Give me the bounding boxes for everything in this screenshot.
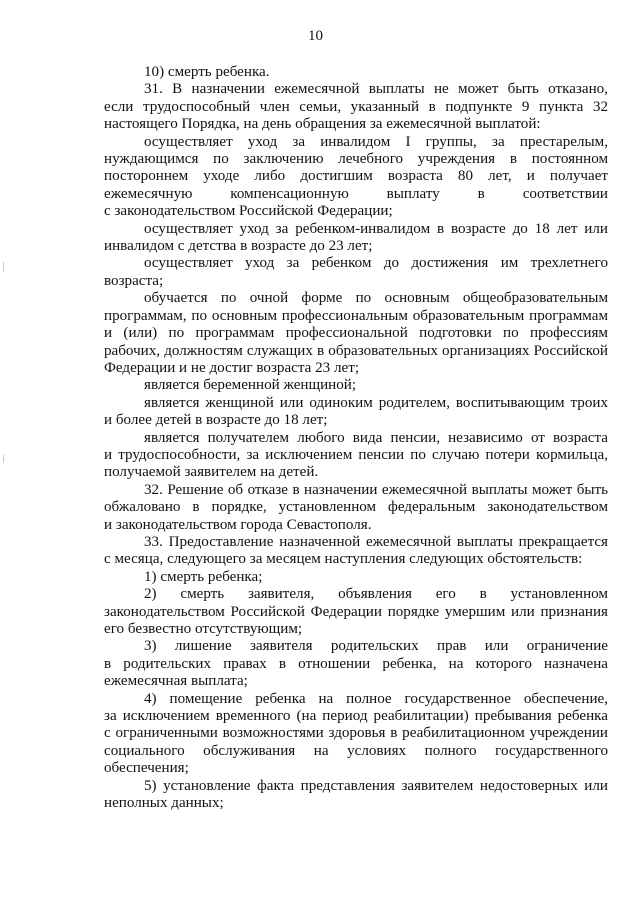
text-line: 4) помещение ребенка на полное государственное обеспечение, — [144, 690, 608, 707]
paragraph — [104, 691, 608, 778]
paragraph — [104, 482, 608, 534]
text-line: законодательством Российской Федерации порядке умершим или признания — [104, 603, 608, 620]
text-line: является получателем любого вида пенсии, независимо от возраста — [144, 429, 608, 446]
text-line: 3) лишение заявителя родительских прав или ограничение — [144, 638, 608, 655]
text-line: за исключением временного (на период реабилитации) пребывания ребенка — [104, 708, 608, 725]
text-line: рабочих, должностям служащих в образовательных организациях Российской — [104, 342, 608, 359]
paragraph — [104, 255, 608, 290]
text-line: и трудоспособности, за исключением пенсии по случаю потери кормильца, — [104, 446, 608, 463]
text-line: 5) установление факта представления заявителем недостоверных или — [144, 777, 608, 794]
paragraph — [104, 290, 608, 377]
text-line: и более детей в возрасте до 18 лет; — [104, 412, 328, 429]
text-line: с месяца, следующего за месяцем наступления следующих обстоятельств: — [104, 551, 583, 568]
text-line: Федерации и не достиг возраста 23 лет; — [104, 359, 360, 376]
text-line: с законодательством Российской Федерации; — [104, 203, 393, 220]
paragraph — [104, 221, 608, 256]
scan-edge-mark — [3, 455, 4, 463]
paragraph — [104, 134, 608, 221]
text-line: осуществляет уход за ребенком-инвалидом в возрасте до 18 лет или — [144, 220, 608, 237]
paragraph — [104, 395, 608, 430]
text-line: осуществляет уход за ребенком до достижения им трехлетнего — [144, 255, 608, 272]
text-line: возраста; — [104, 272, 164, 289]
paragraph — [104, 534, 608, 569]
text-line: ежемесячную компенсационную выплату в соответствии — [104, 185, 608, 202]
text-line: 2) смерть заявителя, объявления его в установленном — [144, 586, 608, 603]
paragraph — [104, 430, 608, 482]
paragraph — [104, 638, 608, 690]
document-body — [104, 64, 608, 812]
text-line: социального обслуживания на условиях полного государственного — [104, 742, 608, 759]
text-line: 10) смерть ребенка. — [144, 64, 270, 80]
paragraph — [104, 64, 608, 81]
text-line: нуждающимся по заключению лечебного учреждения в постоянном — [104, 151, 608, 168]
text-line: является беременной женщиной; — [144, 377, 357, 394]
text-line: и законодательством города Севастополя. — [104, 516, 372, 533]
text-line: 31. В назначении ежемесячной выплаты не может быть отказано, — [144, 81, 608, 98]
text-line: с ограниченными возможностями здоровья в реабилитационном учреждении — [104, 725, 608, 742]
scan-edge-mark — [3, 262, 4, 272]
text-line: 33. Предоставление назначенной ежемесячной выплаты прекращается — [144, 533, 608, 550]
text-line: обжаловано в порядке, установленном федеральным законодательством — [104, 499, 608, 516]
text-line: 1) смерть ребенка; — [144, 568, 263, 585]
text-line: его безвестно отсутствующим; — [104, 621, 303, 637]
paragraph — [104, 81, 608, 133]
text-line: неполных данных; — [104, 795, 224, 812]
paragraph — [104, 586, 608, 638]
text-line: и (или) по программам профессиональной подготовки по профессиям — [104, 325, 608, 342]
paragraph — [104, 377, 608, 394]
text-line: постороннем уходе либо достигшим возраста 80 лет, и получает — [104, 168, 608, 185]
text-line: программам, по основным профессиональным образовательным программам — [104, 307, 608, 324]
text-line: если трудоспособный член семьи, указанный в подпункте 9 пункта 32 — [104, 98, 608, 115]
text-line: настоящего Порядка, на день обращения за ежемесячной выплатой: — [104, 116, 541, 133]
text-line: ежемесячная выплата; — [104, 673, 248, 690]
text-line: является женщиной или одиноким родителем, воспитывающим троих — [144, 394, 608, 411]
paragraph — [104, 569, 608, 586]
paragraph — [104, 778, 608, 813]
text-line: осуществляет уход за инвалидом I группы, за престарелым, — [144, 133, 608, 150]
page-number: 10 — [308, 28, 323, 44]
text-line: получаемой заявителем на детей. — [104, 464, 319, 481]
text-line: обучается по очной форме по основным общеобразовательным — [144, 290, 608, 307]
text-line: 32. Решение об отказе в назначении ежемесячной выплаты может быть — [144, 481, 608, 498]
text-line: обеспечения; — [104, 760, 189, 777]
text-line: инвалидом с детства в возрасте до 23 лет; — [104, 238, 373, 255]
text-line: в родительских правах в отношении ребенка, на которого назначена — [104, 655, 608, 672]
